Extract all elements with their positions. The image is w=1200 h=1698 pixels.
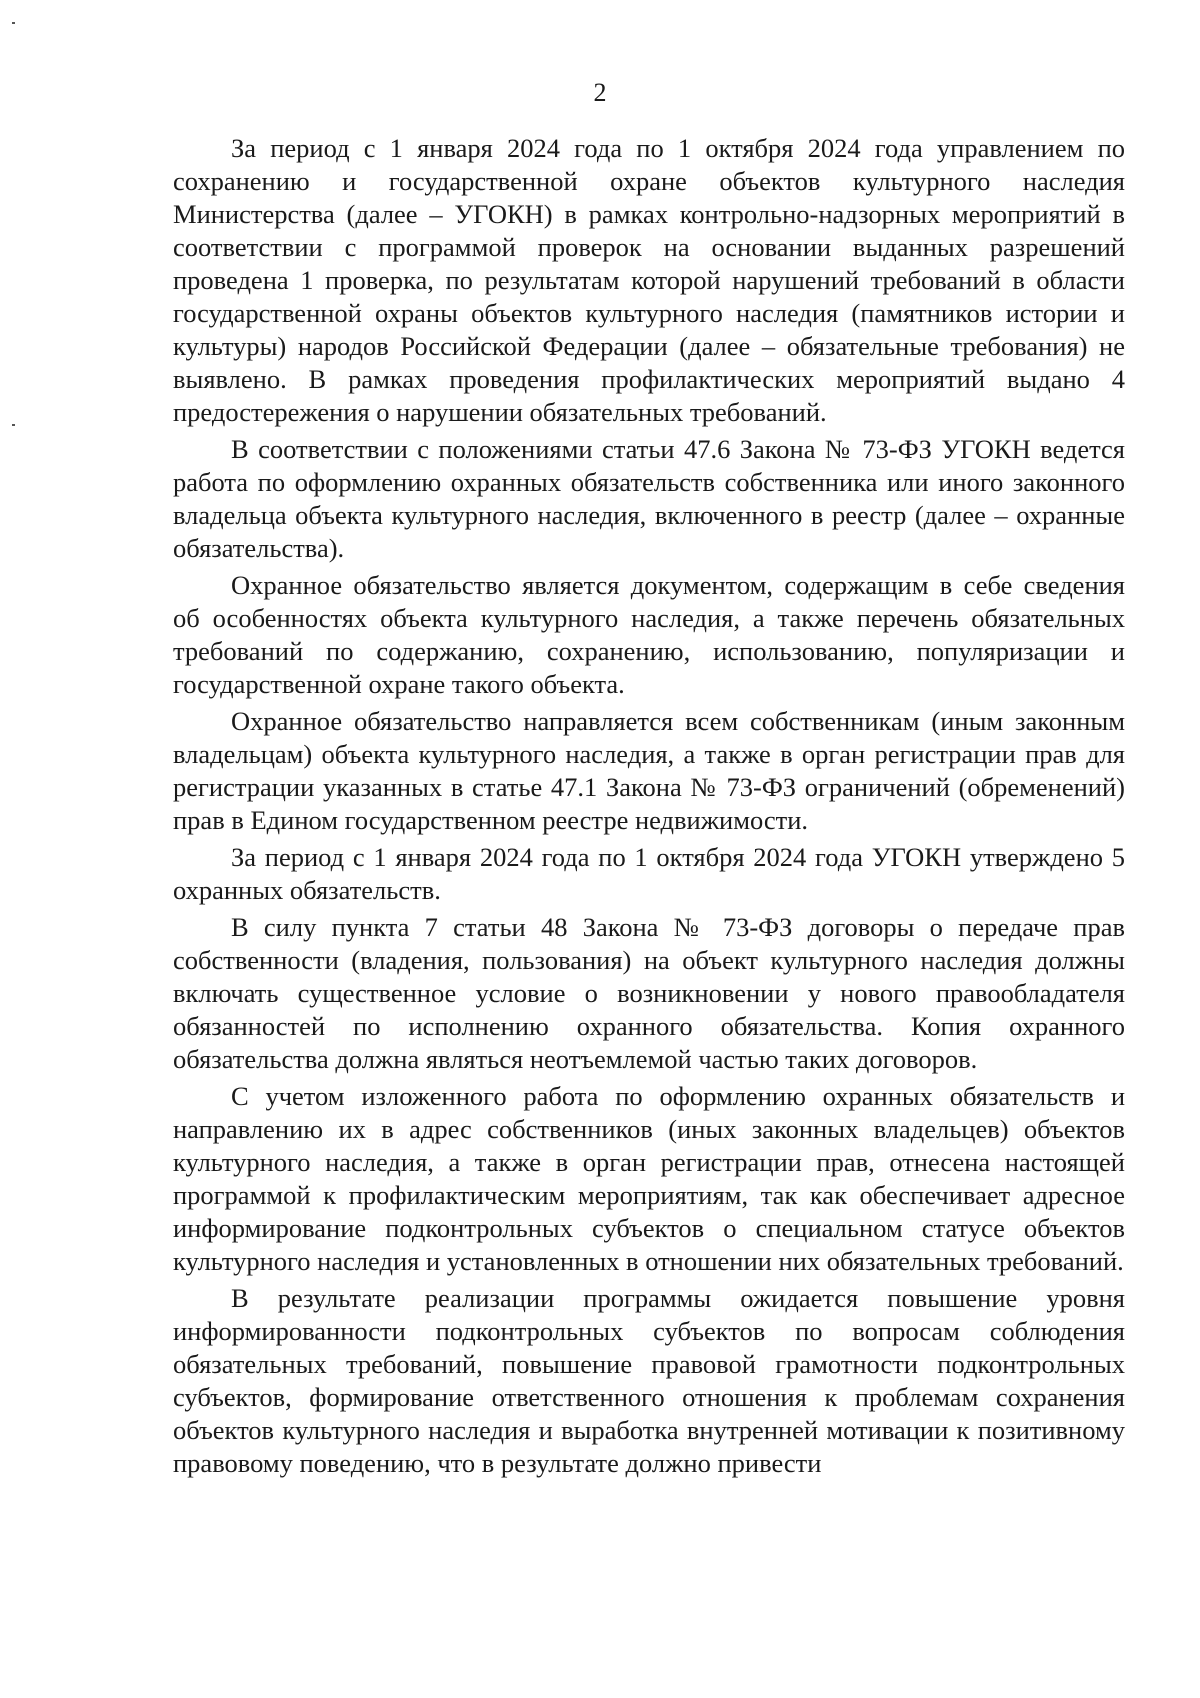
paragraph: В соответствии с положениями статьи 47.6 Закона № 73-ФЗ УГОКН ведется работа по оформлению охранных обязательств собственника или иного законного владельца объекта культурного наследия, включенного в реестр (далее – охранные обязательства). bbox=[173, 434, 1125, 563]
paragraph: С учетом изложенного работа по оформлению охранных обязательств и направлению их в адрес собственников (иных законных владельцев) объектов культурного наследия, а также в орган регистрации прав, отнесена настоящей программой к профилактическим мероприятиям, так как обеспечивает адресное информирование подконтрольных субъектов о специальном статусе объектов культурного наследия и установленных в отношении них обязательных требований. bbox=[173, 1081, 1125, 1276]
scan-speck bbox=[12, 424, 15, 426]
paragraph: За период с 1 января 2024 года по 1 октября 2024 года УГОКН утверждено 5 охранных обязательств. bbox=[173, 842, 1125, 905]
paragraph: В результате реализации программы ожидается повышение уровня информированности подконтрольных субъектов по вопросам соблюдения обязательных требований, повышение правовой грамотности подконтрольных субъектов, формирование ответственного отношения к проблемам сохранения объектов культурного наследия и выработка внутренней мотивации к позитивному правовому поведению, что в результате должно привести bbox=[173, 1283, 1125, 1478]
page-number: 2 bbox=[593, 78, 607, 107]
scan-speck bbox=[12, 22, 15, 24]
paragraph: В силу пункта 7 статьи 48 Закона № 73-ФЗ договоры о передаче прав собственности (владения, пользования) на объект культурного наследия должны включать существенное условие о возникновении у нового правообладателя обязанностей по исполнению охранного обязательства. Копия охранного обязательства должна являться неотъемлемой частью таких договоров. bbox=[173, 912, 1125, 1074]
paragraph: За период с 1 января 2024 года по 1 октября 2024 года управлением по сохранению и государственной охране объектов культурного наследия Министерства (далее – УГОКН) в рамках контрольно-надзорных мероприятий в соответствии с программой проверок на основании выданных разрешений проведена 1 проверка, по результатам которой нарушений требований в области государственной охраны объектов культурного наследия (памятников истории и культуры) народов Российской Федерации (далее – обязательные требования) не выявлено. В рамках проведения профилактических мероприятий выдано 4 предостережения о нарушении обязательных требований. bbox=[173, 133, 1125, 427]
body-text bbox=[173, 132, 1125, 1484]
paragraph: Охранное обязательство направляется всем собственникам (иным законным владельцам) объекта культурного наследия, а также в орган регистрации прав для регистрации указанных в статье 47.1 Закона № 73-ФЗ ограничений (обременений) прав в Едином государственном реестре недвижимости. bbox=[173, 706, 1125, 835]
paragraph: Охранное обязательство является документом, содержащим в себе сведения об особенностях объекта культурного наследия, а также перечень обязательных требований по содержанию, сохранению, использованию, популяризации и государственной охране такого объекта. bbox=[173, 570, 1125, 699]
